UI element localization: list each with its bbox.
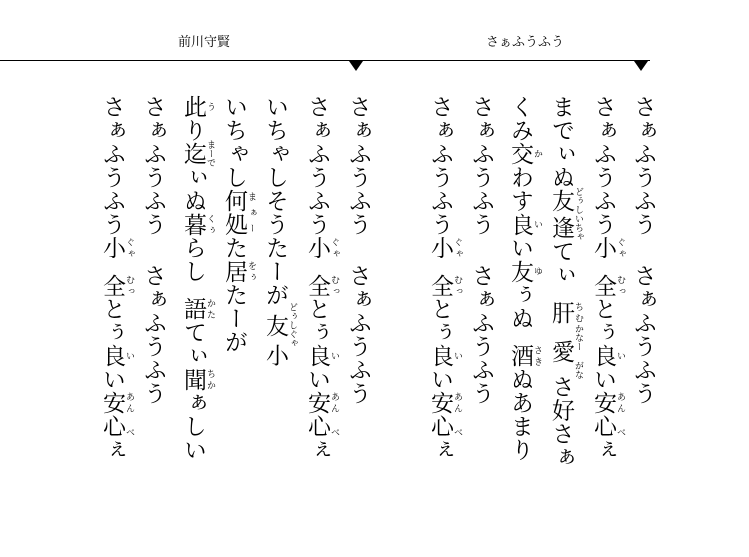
right-page-title: さぁふうふう bbox=[486, 35, 565, 50]
lyric-column: さぁふうふうさぁふうふう bbox=[345, 95, 371, 405]
left-page-title: 前川守賢 bbox=[178, 35, 231, 50]
lyric-column: くみ交 かわす良 いい友 ゆぅぬ酒 さきぬあまり bbox=[507, 95, 542, 462]
right-page-marker-icon bbox=[634, 61, 648, 71]
lyric-column: までぃぬ友 どぅし逢 いちゃてぃ肝 ちむ愛 かなー がなさ好さぁ bbox=[548, 95, 583, 469]
lyric-column: さぁふうふう小 ぐゃ全 むっとぅ良 いい安心 あん べぇ bbox=[590, 95, 625, 462]
lyric-column: さぁふうふうさぁふうふう bbox=[140, 95, 166, 405]
lyric-column: さぁふうふう小 ぐゃ全 むっとぅ良 いい安心 あん べぇ bbox=[99, 95, 134, 462]
lyric-column: 此 うり迄 まーでぃぬ暮 くぅらし語 かたてぃ聞 ちかぁしい bbox=[180, 95, 215, 462]
lyric-column: いちゃし何処 まぁーた居 をぅたーが bbox=[221, 95, 256, 354]
lyric-column: さぁふうふう小 ぐゃ全 むっとぅ良 いい安心 あん べぇ bbox=[304, 95, 339, 462]
lyric-column: さぁふうふうさぁふうふう bbox=[468, 95, 494, 405]
lyric-column: いちゃしそうたーが友 どぅしぐゃ小 bbox=[262, 95, 297, 367]
lyric-column: さぁふうふうさぁふうふう bbox=[630, 95, 656, 405]
header-divider bbox=[0, 60, 650, 61]
left-page-marker-icon bbox=[349, 61, 363, 71]
lyric-column: さぁふうふう小 ぐゃ全 むっとぅ良 いい安心 あん べぇ bbox=[427, 95, 462, 462]
